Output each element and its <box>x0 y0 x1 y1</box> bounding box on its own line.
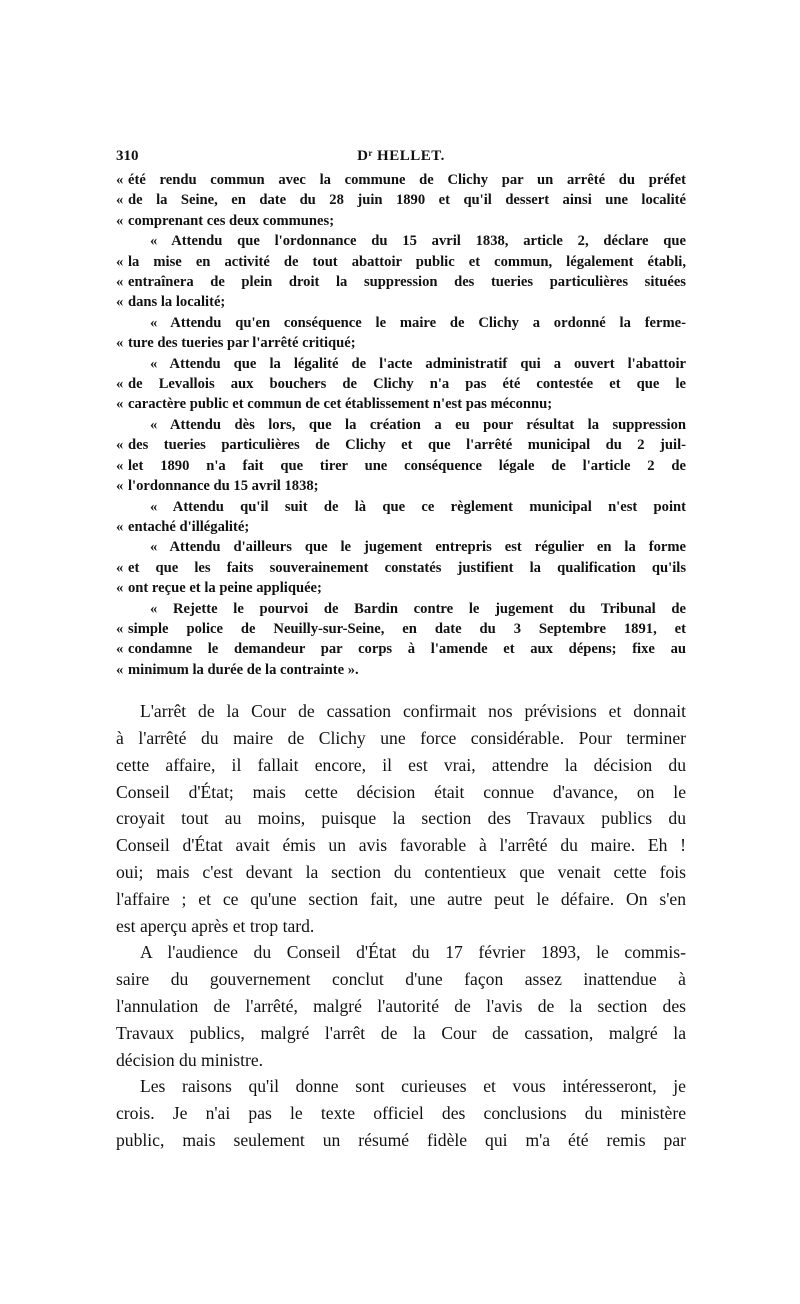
body-line: saire du gouvernement conclut d'une façon assez inattendue à <box>116 969 686 990</box>
quote-mark: « <box>116 437 124 454</box>
body-line: à l'arrêté du maire de Clichy une force considérable. Pour terminer <box>116 727 686 748</box>
section-gap <box>116 680 686 698</box>
body-line: crois. Je n'ai pas le texte officiel des conclusions du ministère <box>116 1103 686 1124</box>
body-text <box>116 698 686 1154</box>
quote-line <box>116 394 686 414</box>
body-line: oui; mais c'est devant la section du contentieux que venait cette fois <box>116 861 686 882</box>
quote-line-text: de la Seine, en date du 28 juin 1890 et qu'il dessert ainsi une localité <box>128 192 686 209</box>
quote-line <box>116 456 686 476</box>
quote-line-text: « Attendu dès lors, que la création a eu pour résultat la suppression <box>150 416 686 433</box>
quote-line-text: la mise en activité de tout abattoir public et commun, légalement établi, <box>128 253 686 270</box>
quote-line <box>116 292 686 312</box>
body-line: croyait tout au moins, puisque la section des Travaux publics du <box>116 808 686 829</box>
quote-line-text: « Attendu que l'ordonnance du 15 avril 1838, article 2, déclare que <box>150 233 686 250</box>
book-page <box>116 148 686 1154</box>
quote-mark: « <box>116 253 124 270</box>
quote-line <box>116 333 686 353</box>
body-line: est aperçu après et trop tard. <box>116 915 315 936</box>
quote-line-text: caractère public et commun de cet établissement n'est pas méconnu; <box>128 396 553 413</box>
quote-line-text: des tueries particulières de Clichy et que l'arrêté municipal du 2 juil- <box>128 437 686 454</box>
body-line: L'arrêt de la Cour de cassation confirmait nos prévisions et donnait <box>140 701 686 722</box>
quote-line <box>116 211 686 231</box>
quote-mark: « <box>116 641 124 658</box>
body-line: l'affaire ; et ce qu'une section fait, une autre peut le défaire. On s'en <box>116 888 686 909</box>
quote-line <box>128 599 686 619</box>
quoted-judgment <box>116 170 686 680</box>
quote-mark: « <box>116 192 124 209</box>
quote-mark: « <box>116 518 124 535</box>
quote-line-text: été rendu commun avec la commune de Clichy par un arrêté du préfet <box>128 172 686 188</box>
quote-mark: « <box>116 335 124 352</box>
body-line: décision du ministre. <box>116 1049 264 1070</box>
quote-line <box>116 252 686 272</box>
quote-line-text: dans la localité; <box>128 294 226 311</box>
quote-line <box>116 272 686 292</box>
quote-line <box>116 558 686 578</box>
quote-line-text: « Rejette le pourvoi de Bardin contre le jugement du Tribunal de <box>150 600 686 617</box>
quote-line-text: l'ordonnance du 15 avril 1838; <box>128 478 319 495</box>
quote-line <box>116 170 686 190</box>
quote-mark: « <box>116 457 124 474</box>
quote-mark: « <box>116 580 124 597</box>
quote-line-text: minimum la durée de la contrainte ». <box>128 661 359 678</box>
quote-line <box>128 313 686 333</box>
quote-line-text: « Attendu qu'en conséquence le maire de Clichy a ordonné la ferme- <box>150 314 686 331</box>
body-line: l'annulation de l'arrêté, malgré l'autorité de l'avis de la section des <box>116 995 686 1016</box>
quote-line-text: « Attendu que la légalité de l'acte administratif qui a ouvert l'abattoir <box>150 355 686 372</box>
body-line: Les raisons qu'il donne sont curieuses et vous intéresseront, je <box>140 1076 686 1097</box>
quote-line <box>128 537 686 557</box>
quote-mark: « <box>116 620 124 637</box>
quote-mark: « <box>116 376 124 393</box>
running-head: Dʳ HELLET. <box>357 148 445 164</box>
quote-line-text: ont reçue et la peine appliquée; <box>128 580 322 597</box>
quote-mark: « <box>116 661 124 678</box>
quote-line-text: condamne le demandeur par corps à l'amende et aux dépens; fixe au <box>128 641 686 658</box>
quote-line <box>116 374 686 394</box>
quote-line <box>116 190 686 210</box>
quote-line-text: « Attendu d'ailleurs que le jugement entrepris est régulier en la forme <box>150 539 686 556</box>
page-header <box>116 148 686 170</box>
quote-mark: « <box>116 172 124 188</box>
body-line: A l'audience du Conseil d'État du 17 février 1893, le commis- <box>140 942 686 963</box>
body-line: Conseil d'État; mais cette décision était connue d'avance, on le <box>116 781 686 802</box>
quote-mark: « <box>116 559 124 576</box>
quote-line <box>116 619 686 639</box>
page-number: 310 <box>116 148 139 164</box>
body-line: Travaux publics, malgré l'arrêt de la Cour de cassation, malgré la <box>116 1022 686 1043</box>
quote-mark: « <box>116 478 124 495</box>
quote-line <box>128 231 686 251</box>
body-line: public, mais seulement un résumé fidèle qui m'a été remis par <box>116 1129 686 1150</box>
quote-line <box>116 435 686 455</box>
body-line: cette affaire, il fallait encore, il est vrai, attendre la décision du <box>116 754 686 775</box>
quote-line <box>128 497 686 517</box>
quote-line-text: « Attendu qu'il suit de là que ce règlement municipal n'est point <box>150 498 686 515</box>
quote-mark: « <box>116 396 124 413</box>
quote-line <box>128 354 686 374</box>
quote-line-text: entraînera de plein droit la suppression des tueries particulières situées <box>128 274 686 291</box>
quote-mark: « <box>116 294 124 311</box>
quote-line-text: et que les faits souverainement constatés justifient la qualification qu'ils <box>128 559 686 576</box>
quote-line <box>116 578 686 598</box>
quote-line <box>116 517 686 537</box>
quote-line <box>116 639 686 659</box>
quote-line-text: ture des tueries par l'arrêté critiqué; <box>128 335 356 352</box>
quote-mark: « <box>116 274 124 291</box>
quote-line-text: simple police de Neuilly-sur-Seine, en date du 3 Septembre 1891, et <box>128 620 686 637</box>
quote-line-text: let 1890 n'a fait que tirer une conséquence légale de l'article 2 de <box>128 457 686 474</box>
body-line: Conseil d'État avait émis un avis favorable à l'arrêté du maire. Eh ! <box>116 835 686 856</box>
quote-line-text: comprenant ces deux communes; <box>128 212 335 229</box>
quote-line-text: entaché d'illégalité; <box>128 518 250 535</box>
quote-line-text: de Levallois aux bouchers de Clichy n'a pas été contestée et que le <box>128 376 686 393</box>
quote-line <box>116 660 686 680</box>
quote-mark: « <box>116 212 124 229</box>
quote-line <box>128 415 686 435</box>
quote-line <box>116 476 686 496</box>
